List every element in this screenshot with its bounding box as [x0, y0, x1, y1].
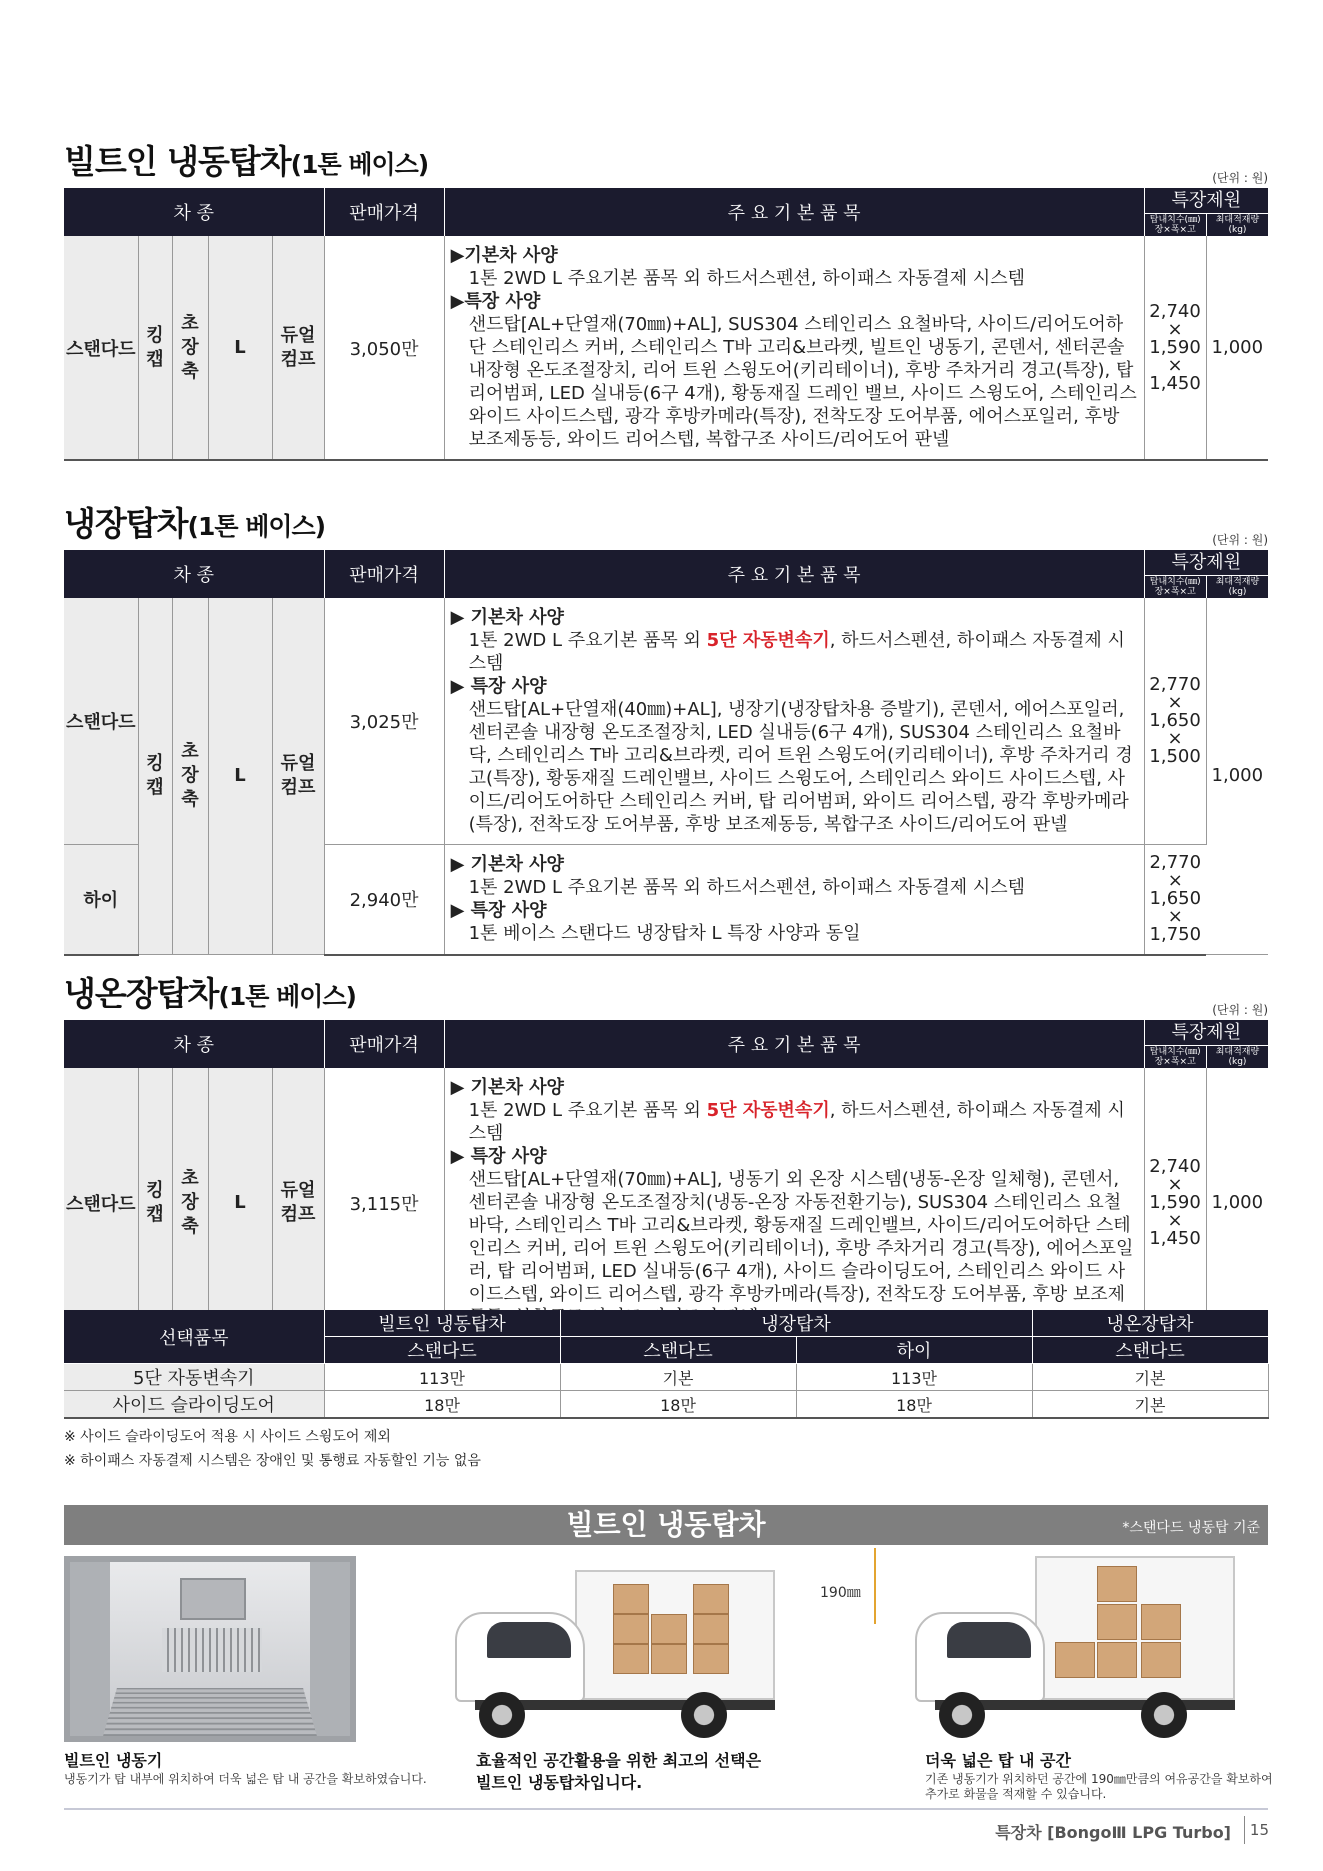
option-group: 냉온장탑차 [1032, 1310, 1268, 1337]
load-cell: 1,000 [1206, 236, 1268, 460]
tire-cell: 듀얼 컴프 [272, 236, 324, 460]
cab-cell: 킹 캡 [138, 236, 172, 460]
truck-image-builtin [915, 1556, 1235, 1746]
table-row: 5단 자동변속기 113만 기본 113만 기본 [64, 1364, 1268, 1391]
header-price: 판매가격 [324, 1020, 444, 1068]
truck-image-standard [455, 1556, 775, 1746]
header-price: 판매가격 [324, 550, 444, 598]
unit-label: (단위 : 원) [1212, 1003, 1268, 1017]
trim-cell: 스탠다드 [64, 236, 138, 460]
header-items: 주 요 기 본 품 목 [444, 550, 1144, 598]
grade-cell: L [208, 1068, 272, 1338]
section-builtin [64, 136, 1268, 450]
header-spec: 특장제원 탑내치수(㎜) 장×폭×고 최대적재량 (kg) [1144, 188, 1268, 236]
price-cell: 3,050만 [324, 236, 444, 460]
option-trim: 스탠다드 [1032, 1337, 1268, 1364]
dimension-cell: 2,740 × 1,590 × 1,450 [1144, 236, 1206, 460]
section-title: 빌트인 냉동탑차(1톤 베이스) [64, 142, 429, 181]
footer-separator [1244, 1816, 1245, 1844]
header-model: 차 종 [64, 550, 324, 598]
unit-label: (단위 : 원) [1212, 533, 1268, 547]
grade-cell: L [208, 598, 272, 955]
feature-banner [64, 1505, 1268, 1545]
measure-label: 190㎜ [820, 1585, 861, 1601]
note-item: ※ 사이드 슬라이딩도어 적용 시 사이드 스윙도어 제외 [64, 1429, 391, 1445]
spec-table [64, 550, 1268, 956]
header-spec: 특장제원 탑내치수(㎜) 장×폭×고 최대적재량 (kg) [1144, 1020, 1268, 1068]
section-title: 냉장탑차(1톤 베이스) [64, 504, 326, 543]
items-cell: ▶ 기본차 사양 1톤 2WD L 주요기본 품목 외 5단 자동변속기, 하드서스펜션, 하이패스 자동결제 시스템 ▶ 특장 사양 샌드탑[AL+단열재(70㎜)+AL], 냉동기 외 온장 시스템(냉동-온장 일체형), 콘덴서, 센터콘솔 내장형 온도조절장치(냉동-온장 자동전환기능), SUS304 스테인리스 요철바닥, 스테인리스 T바 고리&브라켓, 황동재질 드레인밸브, 사이드/리어도어하단 스테인리스 커버, 리어 트윈 스윙도어(키리테이너), 후방 주차거리 경고(특장), 에어스포일러, 탑 리어범퍼, LED 실내등(6구 4개), 사이드 슬라이딩도어, 스테인리스 와이드 사이드스텝, 와이드 리어스텝, 광각 후방카메라(특장), 전착도장 도어부품, 후방 보조제 [444, 1068, 1144, 1338]
height-measure [820, 1548, 890, 1624]
note-item: ※ 하이패스 자동결제 시스템은 장애인 및 통행료 자동할인 기능 없음 [64, 1453, 481, 1469]
header-items: 주 요 기 본 품 목 [444, 1020, 1144, 1068]
banner-title: 빌트인 냉동탑차 [566, 1508, 766, 1541]
section-fridge [64, 498, 1268, 946]
dimension-cell: 2,740 × 1,590 × 1,450 [1144, 1068, 1206, 1338]
axle-cell: 초 장 축 [172, 236, 208, 460]
tire-cell: 듀얼 컴프 [272, 1068, 324, 1338]
cab-cell: 킹 캡 [138, 598, 172, 955]
price-cell: 3,115만 [324, 1068, 444, 1338]
load-cell: 1,000 [1206, 598, 1268, 955]
header-items: 주 요 기 본 품 목 [444, 188, 1144, 236]
page-number: 15 [1249, 1821, 1269, 1839]
options-label: 선택품목 [64, 1310, 324, 1364]
option-trim: 스탠다드 [560, 1337, 796, 1364]
tire-cell: 듀얼 컴프 [272, 598, 324, 955]
banner-note: *스탠다드 냉동탑 기준 [1122, 1520, 1260, 1536]
option-group: 빌트인 냉동탑차 [324, 1310, 560, 1337]
dimension-cell: 2,770 × 1,650 × 1,500 [1144, 598, 1206, 845]
footer-title: 특장차 [BongoⅢ LPG Turbo] [995, 1823, 1231, 1842]
section-warm [64, 968, 1268, 1305]
price-cell: 2,940만 [324, 845, 444, 955]
header-price: 판매가격 [324, 188, 444, 236]
caption-wider-space: 더욱 넓은 탑 내 공간 기존 냉동기가 위치하던 공간에 190㎜만큼의 여유공간을 확보하여 추가로 화물을 적재할 수 있습니다. [925, 1751, 1273, 1801]
notes [64, 1425, 481, 1473]
table-row: 사이드 슬라이딩도어 18만 18만 18만 기본 [64, 1391, 1268, 1419]
caption-builtin-freezer: 빌트인 냉동기 냉동기가 탑 내부에 위치하여 더욱 넓은 탑 내 공간을 확보하였습니다. [64, 1751, 427, 1786]
dimension-cell: 2,770 × 1,650 × 1,750 [1144, 845, 1206, 955]
header-model: 차 종 [64, 1020, 324, 1068]
items-cell: ▶ 기본차 사양 1톤 2WD L 주요기본 품목 외 5단 자동변속기, 하드서스펜션, 하이패스 자동결제 시스템 ▶ 특장 사양 샌드탑[AL+단열재(40㎜)+AL], 냉장기(냉장탑차용 증발기), 콘덴서, 에어스포일러, 센터콘솔 내장형 온도조절장치, LED 실내등(6구 4개), SUS304 스테인리스 요철바닥, 스테인리스 T바 고리&브라켓, 리어 트윈 스윙도어(키리테이너), 후방 주차거리 경고(특장), 황동재질 드레인밸브, 사이드 스윙도어, 스테인리스 와이드 사이드스텝, 사이드/리어도어하단 스테인리스 커버, 탑 리어범퍼, 와이드 리어스텝, 광각 후방카메라(특장), 전착도장 도어부품, 후방 보조제동등, 복합구조 사이드/리어도어 판넬 [444, 598, 1144, 845]
axle-cell: 초 장 축 [172, 598, 208, 955]
option-trim: 하이 [796, 1337, 1032, 1364]
cab-cell: 킹 캡 [138, 1068, 172, 1338]
option-trim: 스탠다드 [324, 1337, 560, 1364]
spec-table [64, 1020, 1268, 1339]
option-group: 냉장탑차 [560, 1310, 1032, 1337]
freezer-interior-image [64, 1556, 356, 1742]
grade-cell: L [208, 236, 272, 460]
items-cell: ▶기본차 사양 1톤 2WD L 주요기본 품목 외 하드서스펜션, 하이패스 자동결제 시스템 ▶특장 사양 샌드탑[AL+단열재(70㎜)+AL], SUS304 스테인리스 요철바닥, 사이드/리어도어하단 스테인리스 커버, 스테인리스 T바 고리&브라켓, 빌트인 냉동기, 콘덴서, 센터콘솔 내장형 온도조절장치, 리어 트윈 스윙도어(키리테이너), 후방 주차거리 경고(특장), 탑 리어범퍼, LED 실내등(6구 4개), 황동재질 드레인 밸브, 사이드 스윙도어, 스테인리스 와이드 사이드스텝, 광각 후방카메라(특장), 전착도장 도어부품, 에어스포일러, 후방 보조제동등, 와이드 리어스텝, 복합구조 사이드/리어도어 판넬 [444, 236, 1144, 460]
trim-cell: 스탠다드 [64, 1068, 138, 1338]
options-table [64, 1310, 1269, 1419]
freezer-unit-shape [180, 1578, 246, 1620]
unit-label: (단위 : 원) [1212, 171, 1268, 185]
trim-cell: 스탠다드 [64, 598, 138, 845]
header-model: 차 종 [64, 188, 324, 236]
footer-line [64, 1808, 1268, 1810]
spec-table [64, 188, 1268, 461]
price-cell: 3,025만 [324, 598, 444, 845]
caption-best-choice: 효율적인 공간활용을 위한 최고의 선택은 빌트인 냉동탑차입니다. [476, 1751, 762, 1792]
trim-cell: 하이 [64, 845, 138, 955]
items-cell: ▶ 기본차 사양 1톤 2WD L 주요기본 품목 외 하드서스펜션, 하이패스 자동결제 시스템 ▶ 특장 사양 1톤 베이스 스탠다드 냉장탑차 L 특장 사양과 동일 [444, 845, 1144, 955]
axle-cell: 초 장 축 [172, 1068, 208, 1338]
section-title: 냉온장탑차(1톤 베이스) [64, 974, 356, 1013]
header-spec: 특장제원 탑내치수(㎜) 장×폭×고 최대적재량 (kg) [1144, 550, 1268, 598]
load-cell: 1,000 [1206, 1068, 1268, 1338]
